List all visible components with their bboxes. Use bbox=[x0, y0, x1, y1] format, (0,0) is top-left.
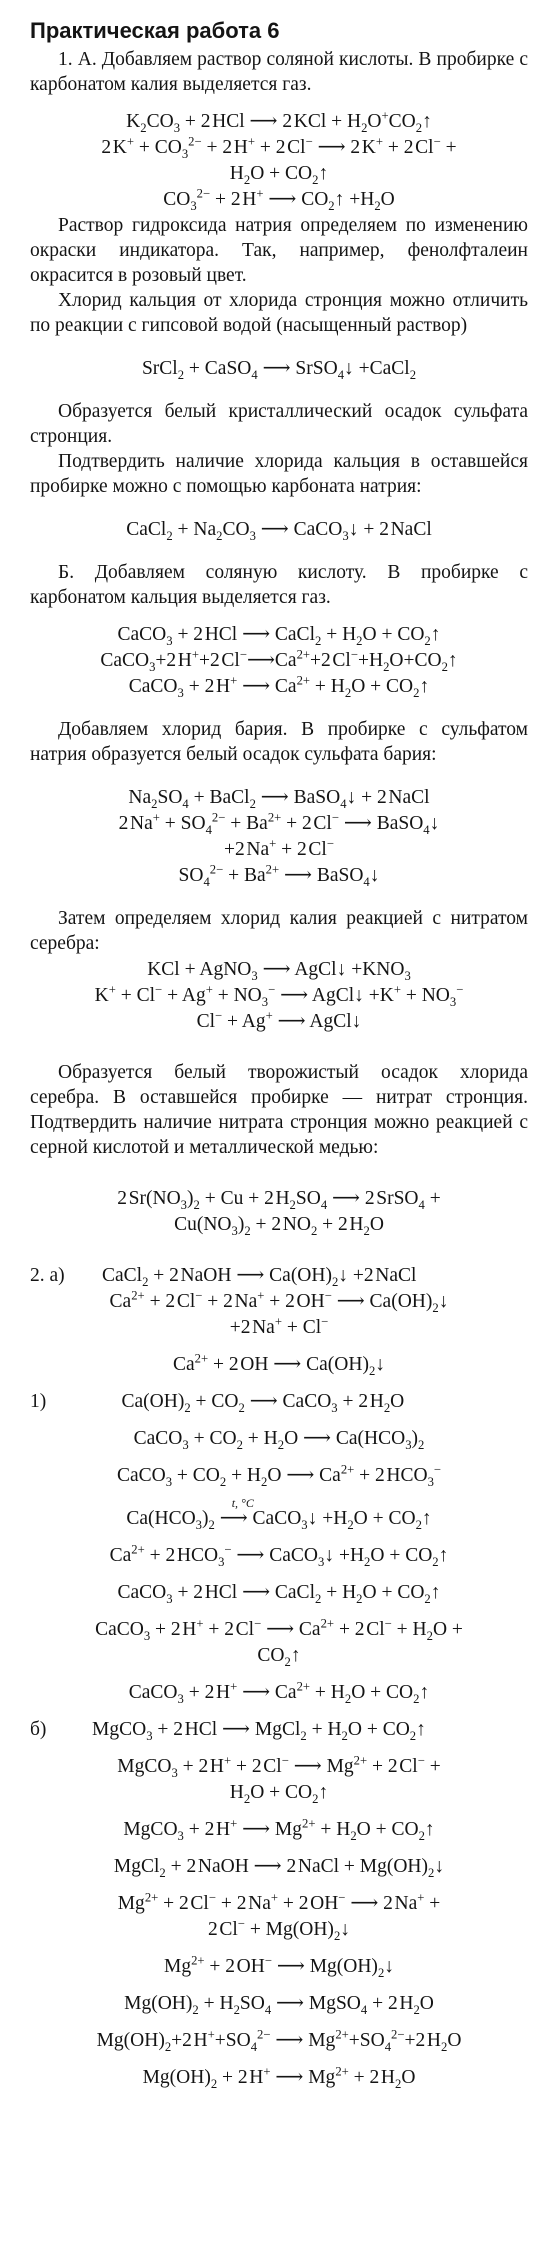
paragraph-9: Образуется белый творожистый осадок хлорида серебра. В оставшейся пробирке — нитрат стронция. Подтвердить наличие нитрата стронция можно реакцией с серной кислотой и металлической медью: bbox=[30, 1062, 528, 1158]
paragraph-1: 1. А. Добавляем раствор соляной кислоты. В пробирке с карбонатом калия выделяется газ. bbox=[30, 49, 528, 95]
equation: CaCO$_3$ + $CO_2 + H_2O$ ⟶ $Ca(HCO_3)_2$ bbox=[133, 1428, 425, 1452]
heat-arrow: t, °C ⟶ bbox=[219, 1496, 254, 1529]
equation: 2 $Cl^- + Mg(OH)_2↓$ bbox=[207, 1916, 351, 1943]
equation: CaCO$_3$ + 2 HCl ⟶ CaCl$_2$ + $H_2O$ + $CO_2↑$ bbox=[117, 624, 441, 648]
equation: $Mg(OH)_2 + H_2SO_4$ ⟶ MgSO$_4$ + 2 $H_2O$ bbox=[124, 1993, 434, 2017]
equation: CaCO$_3$ + $CO_2 + H_2O$ ⟶ $Ca^{2+} + 2$ $HCO_3^-$ bbox=[116, 1462, 442, 1489]
equation: Cl− + Ag+ ⟶ AgCl↓ bbox=[196, 1008, 362, 1032]
equation: CaCO$_3$ + 2 H+ ⟶ $Ca^{2+} + H_2O$ + $CO_2↑$ bbox=[128, 673, 430, 700]
equation: CaCO$_3$+2 H++2 $Cl^-⟶Ca^{2+}+2$ $Cl^-+H_2O+CO_2↑$ bbox=[100, 647, 458, 674]
equation: $Mg^{2+} + 2$ Cl− + 2 Na+ + 2 OH− ⟶ 2 Na+ + bbox=[117, 1890, 441, 1914]
equation: $CO_3^{2-} + 2$ H+ ⟶ $CO_2↑ +H_2O$ bbox=[163, 186, 395, 213]
label-b: б) bbox=[30, 1719, 47, 1740]
equation: $Ca^{2+} + 2$ Cl− + 2 Na+ + 2 OH− ⟶ $Ca(OH)_2↓$ bbox=[109, 1288, 449, 1315]
equation: $K^+ + Cl^- + Ag^+ + NO_3^-$ ⟶ AgCl↓ $+K^+ + NO_3^-$ bbox=[94, 982, 464, 1009]
equation: $Mg^{2+} + 2$ OH− ⟶ $Mg(OH)_2↓$ bbox=[163, 1953, 395, 1980]
equation-labeled: 1) $Ca(OH)_2 + CO_2$ ⟶ CaCO$_3$ + 2 $H_2O$ bbox=[30, 1391, 405, 1415]
equation: KCl + AgNO$_3$ ⟶ AgCl↓ $+KNO_3$ bbox=[147, 959, 411, 983]
equation-labeled: б) MgCO$_3$ + 2 HCl ⟶ MgCl$_2$ + $H_2O$ + $CO_2↑$ bbox=[30, 1719, 426, 1743]
equation: CaCO$_3$ + 2 H+ + 2 Cl− ⟶ $Ca^{2+} + 2$ $Cl^- + H_2O$ + bbox=[95, 1616, 463, 1643]
paragraph-2: Раствор гидроксида натрия определяем по изменению окраски индикатора. Так, например, фенолфталеин окрасится в розовый цвет. bbox=[30, 215, 528, 286]
equation: CaCl$_2$ + $Na_2CO_3$ ⟶ CaCO$_3$↓ + 2 NaCl bbox=[126, 519, 432, 543]
equation: $Mg(OH)_2 + 2$ H+ ⟶ $Mg^{2+} + 2$ $H_2O$ bbox=[142, 2064, 416, 2091]
equation: MgCO$_3$ + 2 H+ + 2 Cl− ⟶ $Mg^{2+} + 2$ Cl− + bbox=[117, 1753, 441, 1780]
equation: $CO_2↑$ bbox=[257, 1645, 301, 1669]
equation: $Ca^{2+} + 2$ $HCO_3^-$ ⟶ CaCO$_3$↓ $+H_2O$ + $CO_2↑$ bbox=[109, 1542, 449, 1569]
paragraph-4: Образуется белый кристаллический осадок сульфата стронция. bbox=[30, 401, 528, 447]
equation: 2 $Na^+ + SO_4^{2-} + Ba^{2+} + 2$ Cl− ⟶ BaSO$_4$↓ bbox=[118, 810, 440, 837]
page-title: Практическая работа 6 bbox=[30, 18, 280, 43]
paragraph-7: Добавляем хлорид бария. В пробирке с сульфатом натрия образуется белый осадок сульфата бария: bbox=[30, 719, 528, 765]
equation: +2 Na+ + 2 Cl− bbox=[224, 836, 334, 860]
paragraph-6: Б. Добавляем соляную кислоту. В пробирке с карбонатом кальция выделяется газ. bbox=[30, 562, 528, 608]
equation: 2 $K^+ + CO_3^{2-} + 2$ H+ + 2 Cl− ⟶ 2 K+ + 2 Cl− + bbox=[101, 134, 457, 161]
equation: $SO_4^{2-} + Ba^{2+}$ ⟶ BaSO$_4$↓ bbox=[178, 862, 380, 889]
equation: $Ca(HCO_3)_2$ t, °C ⟶ CaCO$_3$↓ $+H_2O$ + $CO_2↑$ bbox=[126, 1496, 432, 1532]
paragraph-5: Подтвердить наличие хлорида кальция в оставшейся пробирке можно с помощью карбоната натрия: bbox=[30, 451, 528, 497]
label-2a: 2. а) bbox=[30, 1265, 65, 1286]
equation: $Ca^{2+} + 2$ OH ⟶ $Ca(OH)_2↓$ bbox=[172, 1351, 386, 1378]
equation: MgCl$_2$ + 2 NaOH ⟶ 2 NaCl + $Mg(OH)_2↓$ bbox=[113, 1856, 445, 1880]
equation: SrCl$_2$ + CaSO$_4$ ⟶ SrSO$_4$↓ +CaCl$_2$ bbox=[141, 358, 417, 382]
equation: $H_2O$ + $CO_2↑$ bbox=[229, 163, 329, 187]
equation-labeled: 2. а) CaCl$_2$ + 2 NaOH ⟶ $Ca(OH)_2↓ +2$ NaCl bbox=[30, 1265, 417, 1289]
equation: $Cu(NO_3)_2 + 2$ $NO_2 + 2$ $H_2O$ bbox=[174, 1214, 384, 1238]
equation: MgCO$_3$ + 2 H+ ⟶ $Mg^{2+} + H_2O$ + $CO_2↑$ bbox=[123, 1816, 435, 1843]
equation: CaCO$_3$ + 2 HCl ⟶ CaCl$_2$ + $H_2O$ + $CO_2↑$ bbox=[117, 1582, 441, 1606]
equation: $Mg(OH)_2+2$ $H^++SO_4^{2-}$ ⟶ $Mg^{2+}+SO_4^{2-}+2$ $H_2O$ bbox=[96, 2027, 462, 2054]
equation: $K_2CO_3 + 2$ HCl ⟶ 2 KCl + $H_2O^+CO_2↑$ bbox=[126, 108, 432, 135]
equation: $H_2O$ + $CO_2↑$ bbox=[229, 1782, 329, 1806]
paragraph-3: Хлорид кальция от хлорида стронция можно отличить по реакции с гипсовой водой (насыщенный раствор) bbox=[30, 290, 528, 336]
paragraph-8: Затем определяем хлорид калия реакцией с нитратом серебра: bbox=[30, 908, 528, 954]
equation: +2 Na+ + Cl− bbox=[229, 1314, 329, 1338]
equation: $Na_2SO_4$ + BaCl$_2$ ⟶ BaSO$_4$↓ + 2 NaCl bbox=[128, 787, 430, 811]
label-1: 1) bbox=[30, 1391, 47, 1412]
equation: 2 $Sr(NO_3)_2 + Cu + 2$ $H_2SO_4$ ⟶ 2 SrSO$_4$ + bbox=[117, 1188, 441, 1212]
heat-condition: t, °C bbox=[231, 1496, 254, 1510]
equation: CaCO$_3$ + 2 H+ ⟶ $Ca^{2+} + H_2O$ + $CO_2↑$ bbox=[128, 1679, 430, 1706]
